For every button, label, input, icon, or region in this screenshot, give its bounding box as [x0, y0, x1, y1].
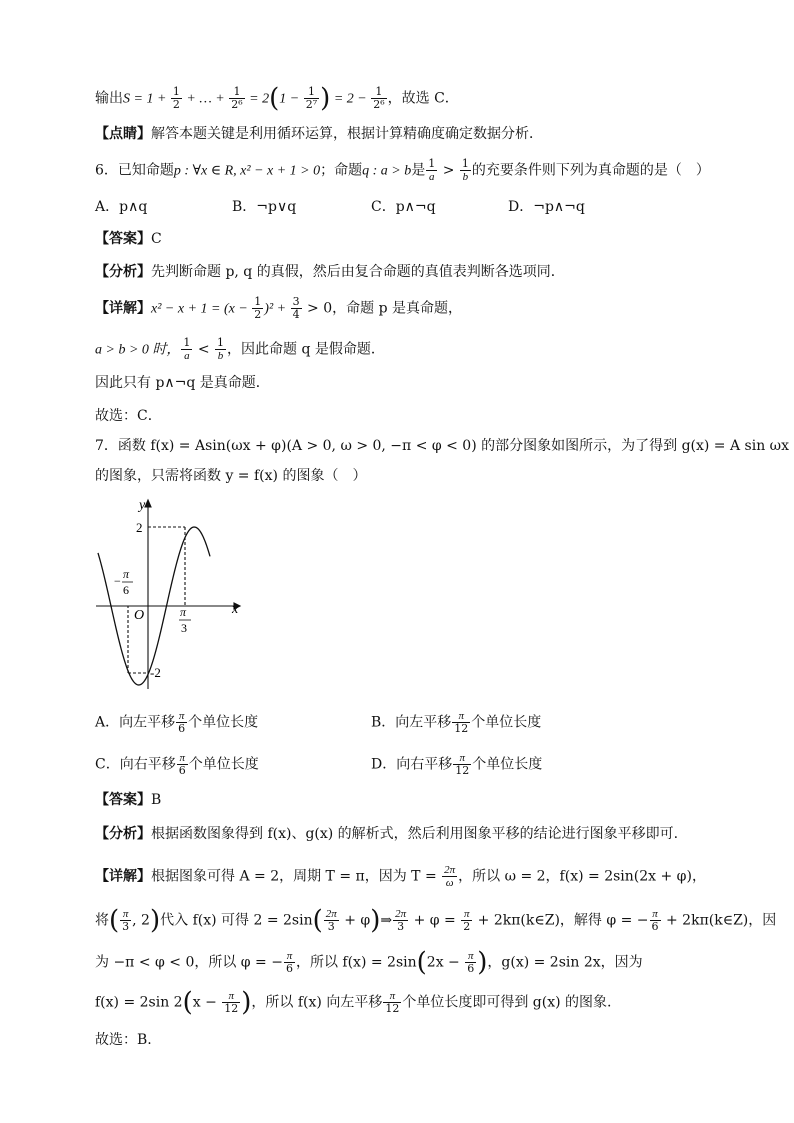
origin-label: O: [134, 608, 145, 623]
detail-7-line-5: 故选：B.: [95, 1032, 152, 1048]
answer-6: 【答案】C: [95, 231, 162, 247]
key-point-text: 解答本题关键是利用循环运算，根据计算精确度确定数据分析．: [151, 126, 543, 142]
text: 输出: [95, 90, 123, 107]
formula: S = 1 +: [123, 91, 170, 107]
formula: + … +: [182, 91, 229, 107]
pi-third-num: π: [180, 605, 187, 619]
q6-option-d: D．¬p∧¬q: [508, 199, 585, 215]
q6-option-c: C．p∧¬q: [371, 199, 436, 215]
detail-6-line-4: 故选：C．: [95, 408, 162, 424]
key-point-line: [95, 124, 543, 144]
key-point-tag: 【点睛】: [95, 126, 151, 142]
detail-7-line-1: 【详解】根据图象可得 A = 2，周期 T = π，因为 T = $\frac{2\pi}{\omega}$ ，所以 ω = 2，f(x) = 2sin(2x + φ)，: [95, 864, 706, 889]
question-6: 6．已知命题p : ∀x ∈ R, x² − x + 1 > 0；命题q : a > b是 $\frac{1}{a}$ > $\frac{1}{b}$ 的充要条件则下列为真命题的是（ ）: [95, 157, 710, 183]
detail-6-line-3: 因此只有 p∧¬q 是真命题．: [95, 375, 270, 391]
q6-option-a: A．p∧q: [95, 199, 148, 215]
fraction: $\frac{1}{b}$: [461, 157, 469, 183]
y-axis-arrow: [145, 500, 151, 507]
analysis-7: 【分析】根据函数图象得到 f(x)、g(x) 的解析式，然后利用图象平移的结论进行图象平移即可.: [95, 826, 679, 842]
detail-7-line-2: 将( $\frac{\pi}{3}$ , 2)代入 f(x) 可得 2 = 2sin( $\frac{2\pi}{3}$ + φ)⇒ $\frac{2\pi}{3}$ + φ = $\frac{\pi}{2}$ + 2kπ(k∈Z)，解得 φ = − $\frac{\pi}{6}$ + 2kπ(k∈Z)，因: [95, 905, 777, 936]
q7-option-a: A．向左平移 $\frac{\pi}{6}$ 个单位长度: [95, 710, 259, 735]
fraction: $\frac{1}{a}$: [428, 157, 436, 183]
answer-7: 【答案】B: [95, 792, 162, 808]
fraction: $\frac{1}{\text{2⁶}}$: [231, 85, 243, 111]
formula: 1 −: [279, 91, 303, 107]
min-label: -2: [150, 665, 161, 680]
neg-pi-den: 6: [123, 583, 129, 597]
fraction: $\frac{1}{\text{2⁷}}$: [305, 85, 318, 111]
detail-7-line-3: 为 −π < φ < 0，所以 φ = − $\frac{\pi}{6}$ ，所以 f(x) = 2sin(2x − $\frac{\pi}{6}$ )，g(x) = 2sin 2x，因为: [95, 947, 643, 978]
neg-pi-num: π: [123, 567, 130, 581]
text: ，故选 C．: [387, 90, 459, 107]
sine-graph: [92, 495, 252, 695]
max-label: 2: [136, 520, 143, 535]
fraction: $\frac{1}{\text{2⁶}}$: [373, 85, 385, 111]
q7-option-c: C．向右平移 $\frac{\pi}{6}$ 个单位长度: [95, 752, 259, 777]
detail-6-line-1: 【详解】x² − x + 1 = (x − $\frac{1}{2}$ )² + $\frac{3}{4}$ > 0，命题 p 是真命题，: [95, 295, 463, 321]
formula: = 2: [245, 91, 270, 107]
x-axis-label: x: [232, 602, 239, 617]
output-formula-line: 输出S = 1 + $\frac{1}{2}$ + … + $\frac{1}{\text{2⁶}}$ = 2(1 − $\frac{1}{\text{2⁷}}$ ) = 2 − $\frac{1}{\text{2⁶}}$ ，故选 C．: [95, 83, 459, 114]
analysis-6: 【分析】先判断命题 p, q 的真假，然后由复合命题的真值表判断各选项同．: [95, 264, 565, 280]
pi-third-den: 3: [181, 621, 187, 635]
neg-sign: −: [114, 574, 121, 588]
detail-6-line-2: a > b > 0 时， $\frac{1}{a}$ < $\frac{1}{b}$ ，因此命题 q 是假命题．: [95, 336, 385, 362]
formula: = 2 −: [330, 91, 371, 107]
detail-7-line-4: f(x) = 2sin 2(x − $\frac{\pi}{12}$ )，所以 f(x) 向左平移 $\frac{\pi}{12}$ 个单位长度即可得到 g(x) 的图象.: [95, 987, 612, 1018]
q7-option-b: B．向左平移 $\frac{\pi}{12}$ 个单位长度: [371, 710, 542, 735]
question-7-line-1: 7．函数 f(x) = Asin(ωx + φ)(A > 0, ω > 0, −π < φ < 0) 的部分图象如图所示，为了得到 g(x) = A sin ωx: [95, 438, 789, 454]
y-axis-label: y: [139, 498, 146, 513]
fraction: $\frac{1}{2}$: [172, 85, 180, 111]
q7-option-d: D．向右平移 $\frac{\pi}{12}$ 个单位长度: [371, 752, 543, 777]
q6-option-b: B．¬p∨q: [232, 199, 297, 215]
question-7-line-2: 的图象，只需将函数 y = f(x) 的图象（ ）: [95, 468, 367, 484]
